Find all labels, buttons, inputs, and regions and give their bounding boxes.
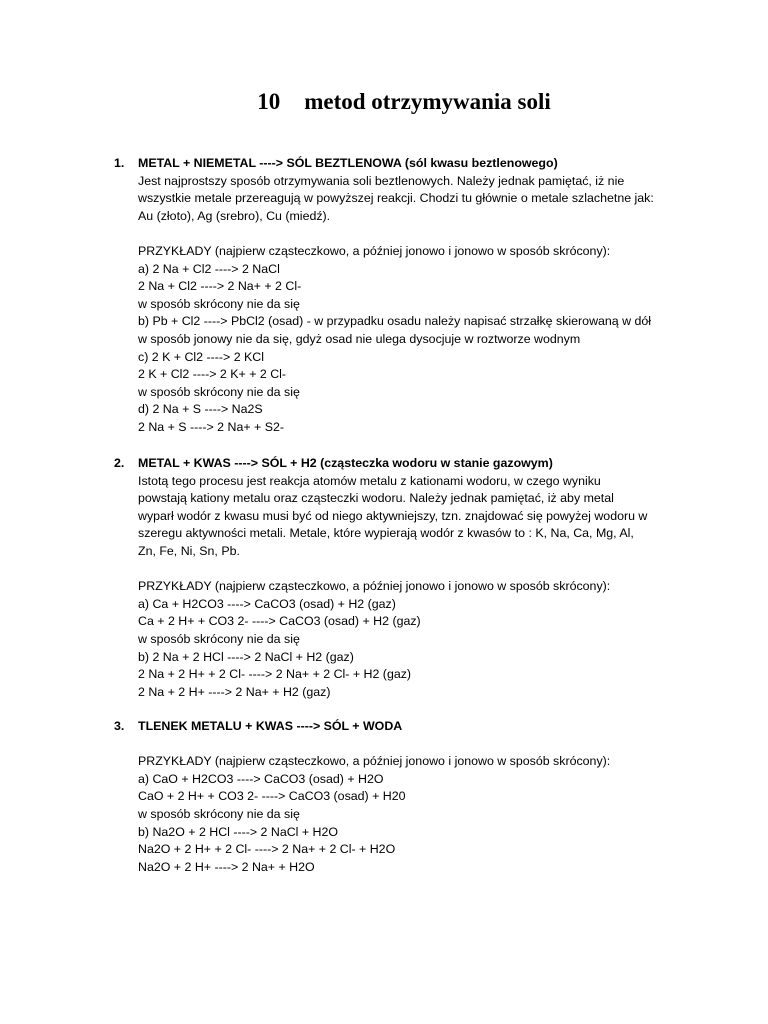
title-text: metod otrzymywania soli (304, 89, 551, 114)
section-number: 2. (114, 456, 125, 470)
intro-line: Au (złoto), Ag (srebro), Cu (miedź). (138, 208, 331, 223)
section-heading: METAL + KWAS ----> SÓL + H2 (cząsteczka wodoru w stanie gazowym) (138, 456, 553, 470)
section-number: 1. (114, 156, 125, 170)
examples-label: PRZYKŁADY (najpierw cząsteczkowo, a później jonowo i jonowo w sposób skrócony): (138, 579, 611, 594)
example-line: b) Pb + Cl2 ----> PbCl2 (osad) - w przypadku osadu należy napisać strzałkę skierowaną w dół (138, 314, 652, 329)
example-line: 2 K + Cl2 ----> 2 K+ + 2 Cl- (138, 367, 287, 382)
intro-line: wszystkie metale przereagują w powyższej reakcji. Chodzi tu głównie o metale szlachetne jak: (138, 191, 654, 206)
spacer (138, 225, 698, 243)
example-line: w sposób jonowy nie da się, gdyż osad nie ulega dysocjuje w roztworze wodnym (138, 331, 581, 346)
example-line: w sposób skrócony nie da się (138, 806, 300, 821)
example-line: Ca + 2 H+ + CO3 2- ----> CaCO3 (osad) + H2 (gaz) (138, 614, 421, 629)
example-line: a) CaO + H2CO3 ----> CaCO3 (osad) + H2O (138, 771, 384, 786)
example-line: 2 Na + 2 H+ ----> 2 Na+ + H2 (gaz) (138, 684, 331, 699)
example-line: b) Na2O + 2 HCl ----> 2 NaCl + H2O (138, 824, 339, 839)
example-line: 2 Na + S ----> 2 Na+ + S2- (138, 419, 284, 434)
examples-label: PRZYKŁADY (najpierw cząsteczkowo, a później jonowo i jonowo w sposób skrócony): (138, 243, 611, 258)
example-line: b) 2 Na + 2 HCl ----> 2 NaCl + H2 (gaz) (138, 649, 354, 664)
example-line: CaO + 2 H+ + CO3 2- ----> CaCO3 (osad) + H20 (138, 789, 406, 804)
example-line: w sposób skrócony nie da się (138, 384, 300, 399)
example-line: a) Ca + H2CO3 ----> CaCO3 (osad) + H2 (gaz) (138, 596, 396, 611)
spacer (138, 561, 698, 579)
example-line: c) 2 K + Cl2 ----> 2 KCl (138, 349, 264, 364)
example-line: Na2O + 2 H+ ----> 2 Na+ + H2O (138, 859, 315, 874)
title-number: 10 (257, 89, 281, 114)
section-number: 3. (114, 719, 125, 733)
intro-line: Istotą tego procesu jest reakcja atomów metalu z kationami wodoru, w czego wyniku (138, 473, 601, 488)
section-heading: TLENEK METALU + KWAS ----> SÓL + WODA (138, 719, 403, 733)
example-line: Na2O + 2 H+ + 2 Cl- ----> 2 Na+ + 2 Cl- + H2O (138, 842, 396, 857)
section-body (138, 718, 698, 876)
intro-line: Zn, Fe, Ni, Sn, Pb. (138, 543, 240, 558)
section-body (138, 455, 698, 701)
example-line: a) 2 Na + Cl2 ----> 2 NaCl (138, 261, 280, 276)
example-line: 2 Na + Cl2 ----> 2 Na+ + 2 Cl- (138, 279, 302, 294)
example-line: d) 2 Na + S ----> Na2S (138, 402, 263, 417)
spacer (138, 736, 698, 754)
page-title (0, 88, 768, 116)
intro-line: powstają kationy metalu oraz cząsteczki wodoru. Należy jednak pamiętać, iż aby metal (138, 491, 614, 506)
examples-label: PRZYKŁADY (najpierw cząsteczkowo, a później jonowo i jonowo w sposób skrócony): (138, 754, 611, 769)
example-line: w sposób skrócony nie da się (138, 631, 300, 646)
intro-line: wyparł wodór z kwasu musi być od niego aktywniejszy, tzn. znajdować się powyżej wodoru w (138, 508, 648, 523)
intro-line: szeregu aktywności metali. Metale, które wypierają wodór z kwasów to : K, Na, Ca, Mg, Al, (138, 526, 634, 541)
example-line: w sposób skrócony nie da się (138, 296, 300, 311)
example-line: 2 Na + 2 H+ + 2 Cl- ----> 2 Na+ + 2 Cl- + H2 (gaz) (138, 667, 412, 682)
intro-line: Jest najprostszy sposób otrzymywania soli beztlenowych. Należy jednak pamiętać, iż nie (138, 173, 625, 188)
section-body (138, 155, 698, 437)
section-heading: METAL + NIEMETAL ----> SÓL BEZTLENOWA (sól kwasu beztlenowego) (138, 156, 558, 170)
